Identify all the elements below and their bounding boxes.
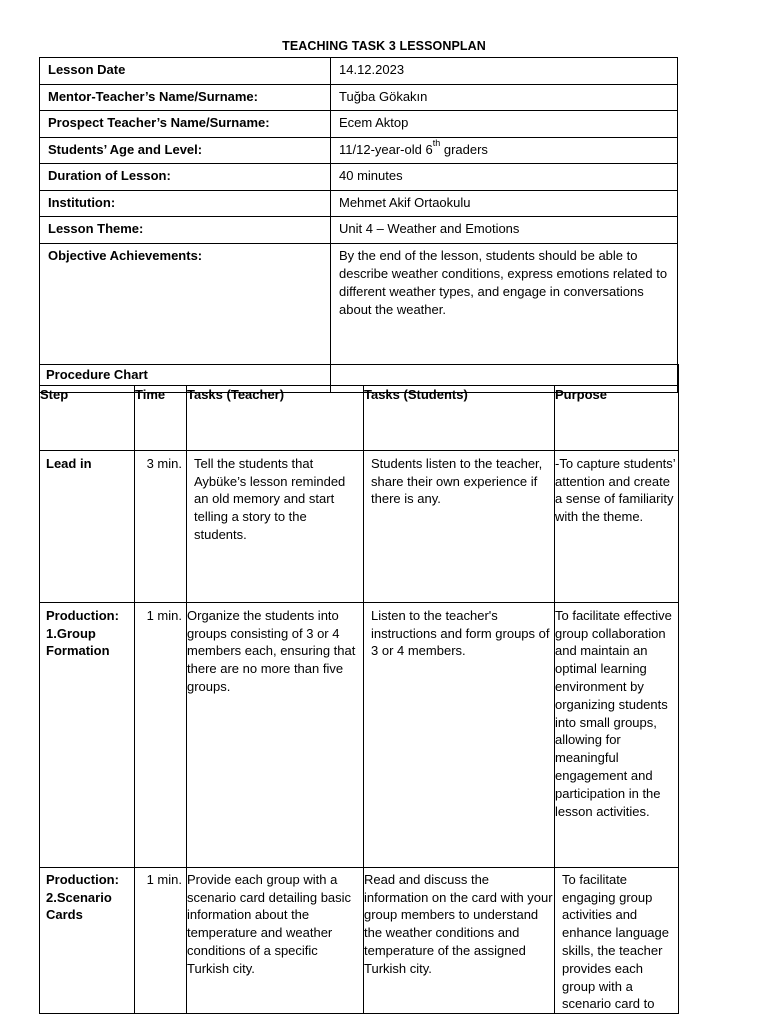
info-row-prospect [40,111,678,138]
duration-label: Duration of Lesson: [40,164,331,191]
prospect-value: Ecem Aktop [331,111,678,138]
age-label: Students’ Age and Level: [40,137,331,164]
purpose-cell: To facilitate engaging group activities and enhance language skills, the teacher provides each group with a scenario card to [555,867,679,1013]
info-row-date [40,58,678,85]
mentor-label: Mentor-Teacher’s Name/Surname: [40,84,331,111]
purpose-cell: To facilitate effective group collaboration and maintain an optimal learning environment by organizing students into small groups, allowing for meaningful engagement and participation in the lesson activities. [555,602,679,867]
student-task-cell: Read and discuss the information on the card with your group members to understand the weather conditions and temperature of the assigned Turkish city. [364,867,555,1013]
mentor-value: Tuğba Gökakın [331,84,678,111]
teacher-task-cell: Provide each group with a scenario card detailing basic information about the temperature and weather conditions of a specific Turkish city. [187,867,364,1013]
teacher-task-cell: Organize the students into groups consisting of 3 or 4 members each, ensuring that there are no more than five groups. [187,602,364,867]
age-value [331,137,678,164]
lesson-date-value: 14.12.2023 [331,58,678,85]
time-cell: 1 min. [135,602,187,867]
student-task-cell: Listen to the teacher's instructions and form groups of 3 or 4 members. [364,602,555,867]
info-row-duration [40,164,678,191]
student-task-cell: Students listen to the teacher, share their own experience if there is any. [364,450,555,602]
step-cell: Lead in [40,450,135,602]
time-cell: 1 min. [135,867,187,1013]
document-title: TEACHING TASK 3 LESSONPLAN [282,39,486,53]
step-cell: Production: 2.Scenario Cards [40,867,135,1013]
procedure-chart-title: Procedure Chart [40,365,679,386]
purpose-cell: -To capture students’ attention and create a sense of familiarity with the theme. [555,450,679,602]
time-cell: 3 min. [135,450,187,602]
institution-value: Mehmet Akif Ortaokulu [331,190,678,217]
info-row-mentor [40,84,678,111]
info-row-institution [40,190,678,217]
lesson-date-label: Lesson Date [40,58,331,85]
objective-value: By the end of the lesson, students should be able to describe weather conditions, express emotions related to different weather types, and engage in conversations about the weather. [331,243,678,392]
institution-label: Institution: [40,190,331,217]
objective-label: Objective Achievements: [40,243,331,392]
info-row-theme [40,217,678,244]
info-row-age [40,137,678,164]
teacher-task-cell: Tell the students that Aybüke’s lesson reminded an old memory and start telling a story to the students. [187,450,364,602]
table-row [40,867,679,1013]
table-row [40,450,679,602]
header-teacher-tasks: Tasks (Teacher) [187,385,364,450]
age-superscript: th [432,138,441,149]
procedure-chart-table [39,364,679,1014]
duration-value: 40 minutes [331,164,678,191]
theme-label: Lesson Theme: [40,217,331,244]
header-student-tasks: Tasks (Students) [364,385,555,450]
age-prefix: 11/12-year-old 6 [339,141,433,157]
prospect-label: Prospect Teacher’s Name/Surname: [40,111,331,138]
procedure-header-row [40,385,679,450]
procedure-chart-title-row [40,365,679,386]
table-row [40,602,679,867]
header-step: Step [40,385,135,450]
header-purpose: Purpose [555,385,679,450]
theme-value: Unit 4 – Weather and Emotions [331,217,678,244]
age-suffix: graders [440,141,488,157]
header-time: Time [135,385,187,450]
step-cell: Production: 1.Group Formation [40,602,135,867]
lesson-info-table [39,57,678,393]
